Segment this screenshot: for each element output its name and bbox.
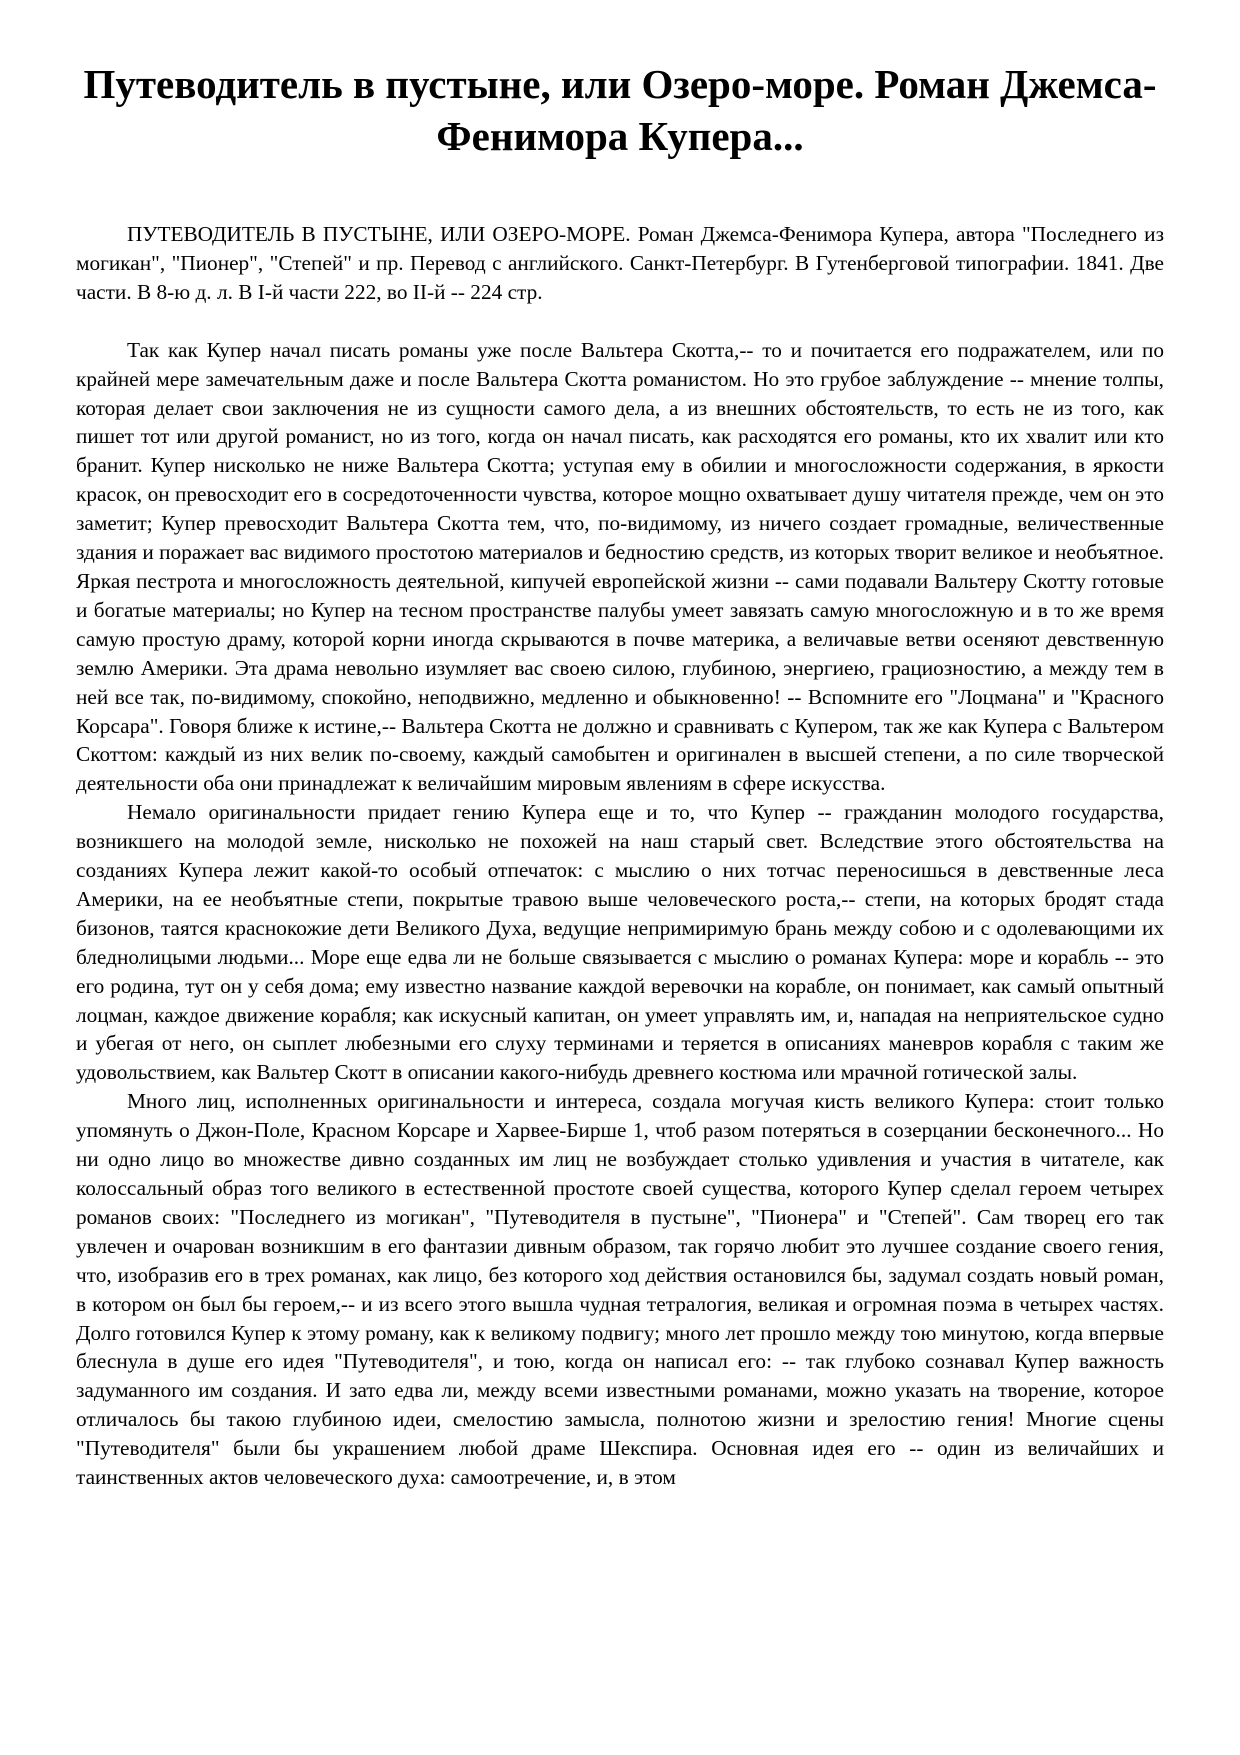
body-paragraph-1: Так как Купер начал писать романы уже после Вальтера Скотта,-- то и почитается его подражателем, или по крайней мере замечательным даже и после Вальтера Скотта романистом. Но это грубое заблуждение -- мнение толпы, которая делает свои заключения не из сущности самого дела, а из внешних обстоятельств, то есть не из того, как пишет тот или другой романист, но из того, когда он начал писать, как расходятся его романы, кто их хвалит или кто бранит. Купер нисколько не ниже Вальтера Скотта; уступая ему в обилии и многосложности содержания, в яркости красок, он превосходит его в сосредоточенности чувства, которое мощно охватывает душу читателя прежде, чем он это заметит; Купер превосходит Вальтера Скотта тем, что, по-видимому, из ничего создает громадные, величественные здания и поражает вас видимого простотою материалов и бедностию средств, из которых творит великое и необъятное. Яркая пестрота и многосложность деятельной, кипучей европейской жизни -- сами подавали Вальтеру Скотту готовые и богатые материалы; но Купер на тесном пространстве палубы умеет завязать самую многосложную и в то же время самую простую драму, которой корни иногда скрываются в почве материка, а величавые ветви осеняют девственную землю Америки. Эта драма невольно изумляет вас своею силою, глубиною, энергиею, грациозностию, а между тем в ней все так, по-видимому, спокойно, неподвижно, медленно и обыкновенно! -- Вспомните его "Лоцмана" и "Красного Корсара". Говоря ближе к истине,-- Вальтера Скотта не должно и сравнивать с Купером, так же как Купера с Вальтером Скоттом: каждый из них велик по-своему, каждый самобытен и оригинален в высшей степени, а по силе творческой деятельности оба они принадлежат к величайшим мировым явлениям в сфере искусства.	[76, 337, 1164, 796]
bibliographic-paragraph: ПУТЕВОДИТЕЛЬ В ПУСТЫНЕ, ИЛИ ОЗЕРО-МОРЕ. Роман Джемса-Фенимора Купера, автора "Последнего из могикан", "Пионер", "Степей" и пр. Перевод с английского. Санкт-Петербург. В Гутенберговой типографии. 1841. Две части. В 8-ю д. л. В I-й части 222, во II-й -- 224 стр.	[76, 222, 1164, 304]
body-paragraph-2: Немало оригинальности придает гению Купера еще и то, что Купер -- гражданин молодого государства, возникшего на молодой земле, нисколько не похожей на наш старый свет. Вследствие этого обстоятельства на созданиях Купера лежит какой-то особый отпечаток: с мыслию о них тотчас переносишься в девственные леса Америки, на ее необъятные степи, покрытые травою выше человеческого роста,-- степи, на которых бродят стада бизонов, таятся краснокожие дети Великого Духа, ведущие непримиримую брань между собою и с одолевающими их бледнолицыми людьми... Море еще едва ли не больше связывается с мыслию о романах Купера: море и корабль -- это его родина, тут он у себя дома; ему известно название каждой веревочки на корабле, он понимает, как самый опытный лоцман, каждое движение корабля; как искусный капитан, он умеет управлять им, и, нападая на неприятельское судно и убегая от него, он сыплет любезными его слуху терминами и теряется в описаниях маневров корабля с таким же удовольствием, как Вальтер Скотт в описании какого-нибудь древнего костюма или мрачной готической залы.	[76, 800, 1164, 1085]
body-paragraph-3: Много лиц, исполненных оригинальности и интереса, создала могучая кисть великого Купера: стоит только упомянуть о Джон-Поле, Красном Корсаре и Харвее-Бирше 1, чтоб разом потеряться в созерцании бесконечного... Но ни одно лицо во множестве дивно созданных им лиц не возбуждает столько удивления и участия в читателе, как колоссальный образ того великого в естественной простоте своей существа, которого Купер сделал героем четырех романов своих: "Последнего из могикан", "Путеводителя в пустыне", "Пионера" и "Степей". Сам творец его так увлечен и очарован возникшим в его фантазии дивным образом, так горячо любит это лучшее создание своего гения, что, изобразив его в трех романах, как лицо, без которого ход действия остановился бы, задумал создать новый роман, в котором он был бы героем,-- и из всего этого вышла чудная тетралогия, великая и огромная поэма в четырех частях. Долго готовился Купер к этому роману, как к великому подвигу; много лет прошло между тою минутою, когда впервые блеснула в душе его идея "Путеводителя", и тою, когда он написал его: -- так глубоко сознавал Купер важность задуманного им создания. И зато едва ли, между всеми известными романами, можно указать на творение, которое отличалось бы такою глубиною идеи, смелостию замысла, полнотою жизни и зрелостию гения! Многие сцены "Путеводителя" были бы украшением любой драме Шекспира. Основная идея его -- один из величайших и таинственных актов человеческого духа: самоотречение, и, в этом	[76, 1089, 1164, 1490]
document-page	[76, 58, 1164, 1492]
document-title: Путеводитель в пустыне, или Озеро-море. Роман Джемса-Фенимора Купера...	[83, 61, 1157, 159]
